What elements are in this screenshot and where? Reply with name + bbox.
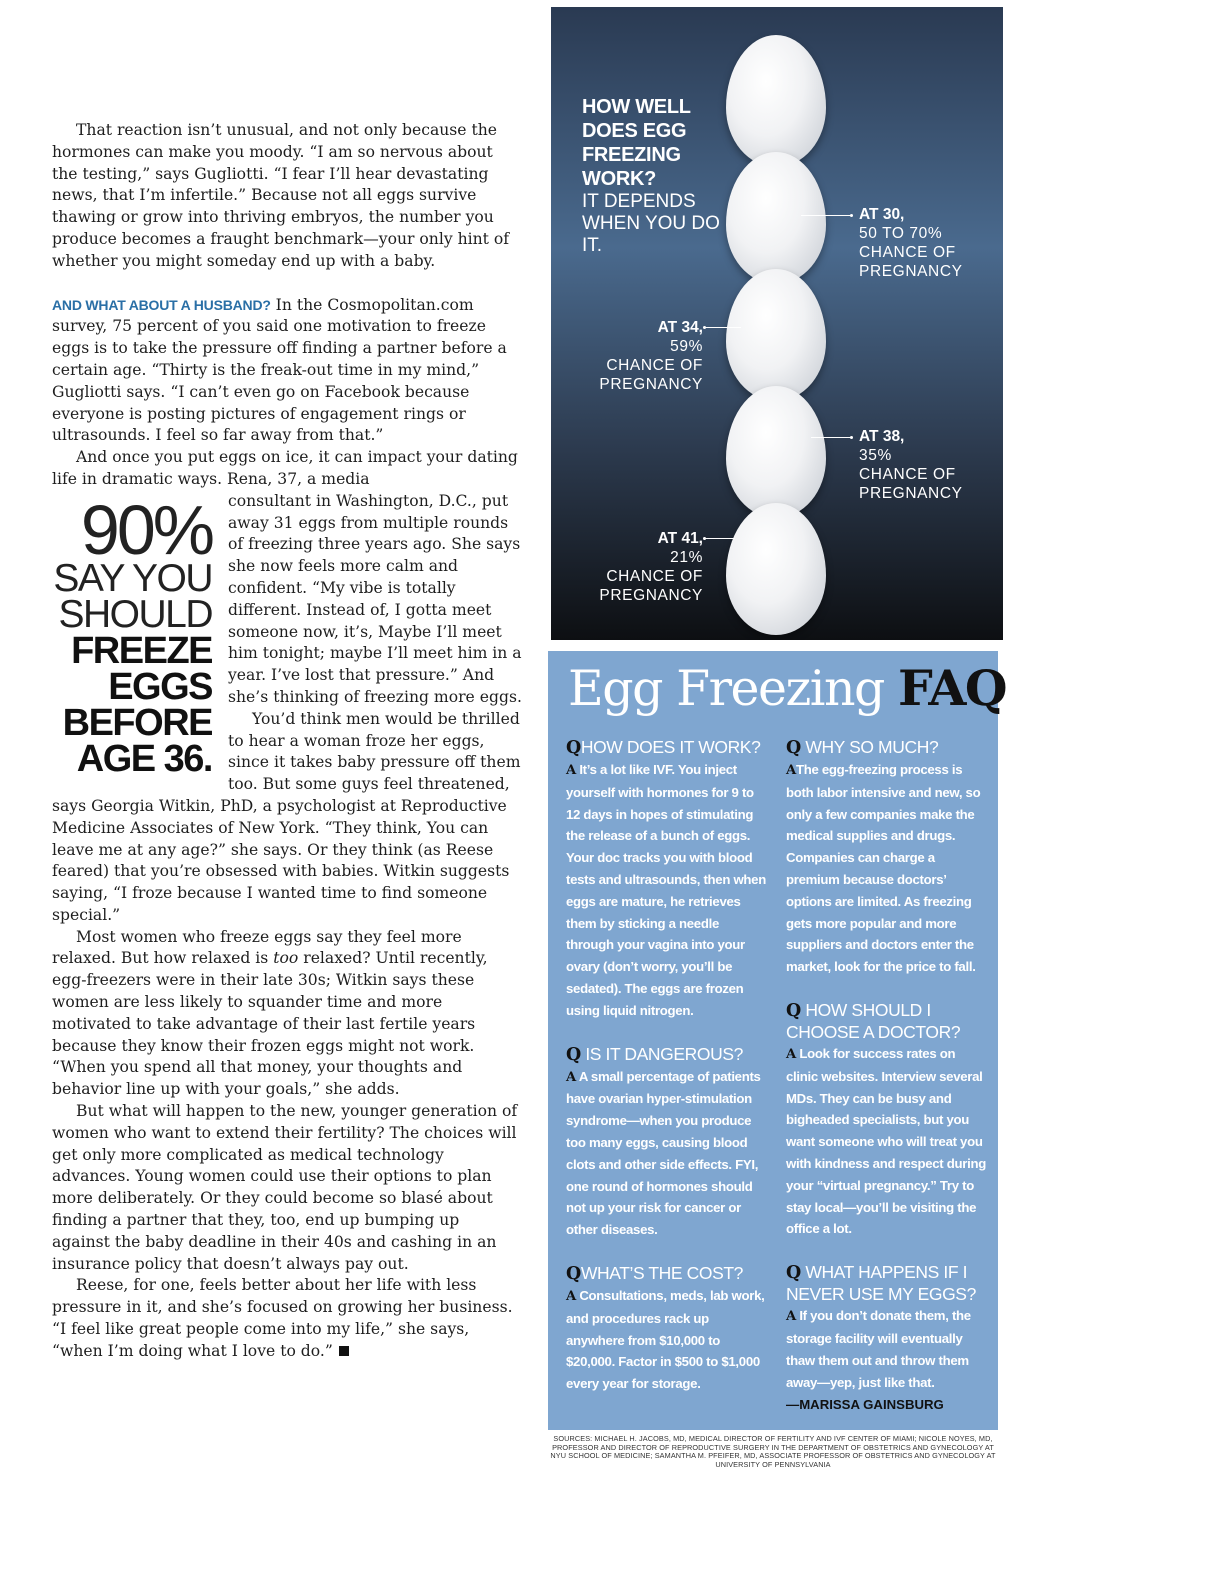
egg-image [726, 269, 826, 401]
article-paragraph-5: Most women who freeze eggs say they feel more relaxed. But how relaxed is too relaxed? Until recently, egg-freezers were in their late 30s; Witkin says these women are less likely to squander time and more motivated to take advantage of their last fertile years because they know their frozen eggs might not work. “When you spend all that money, your thoughts and behavior line up with your goals,” she adds. [52, 927, 488, 1099]
leader-line [801, 215, 851, 216]
faq-answer: A It’s a lot like IVF. You inject yourself with hormones for 9 to 12 days in hopes of stimulating the release of a bunch of eggs. Your doc tracks you with blood tests and ultrasounds, then when eggs are mature, he retrieves them by sticking a needle through your vagina into your ovary (don’t worry, you’ll be sedated). The eggs are frozen using liquid nitrogen. [566, 762, 766, 1018]
faq-item [566, 1263, 766, 1395]
faq-box [548, 651, 1007, 1430]
faq-column-right [786, 737, 986, 1428]
egg-image [726, 152, 826, 284]
faq-title: Egg Freezing FAQ [568, 659, 1007, 717]
faq-answer: A A small percentage of patients have ovarian hyper-stimulation syndrome—when you produce too many eggs, causing blood clots and other side effects. FYI, one round of hormones should not up your risk for cancer or other diseases. [566, 1068, 761, 1238]
faq-answer: A Look for success rates on clinic websites. Interview several MDs. They can be busy and bigheaded specialists, but you want someone who will treat you with kindness and respect during your “virtual pregnancy.” Try to stay local—you’ll be visiting the office a lot. [786, 1045, 986, 1237]
pull-quote-line: AGE 36. [76, 737, 212, 780]
stat-at-38: AT 38, 35% CHANCE OF PREGNANCY [859, 428, 963, 502]
leader-dot [850, 214, 853, 217]
egg-image [726, 386, 826, 518]
sources-note: SOURCES: MICHAEL H. JACOBS, MD, MEDICAL DIRECTOR OF FERTILITY AND IVF CENTER OF MIAMI; NICOLE NOYES, MD, PROFESSOR AND DIRECTOR OF REPRODUCTIVE SURGERY IN THE DEPARTMENT OF OBSTETRICS AND GYNECOLOGY AT NYU SCHOOL OF MEDICINE; SAMANTHA M. PFEIFER, MD, ASSOCIATE PROFESSOR OF OBSTETRICS AND GYNECOLOGY AT UNIVERSITY OF PENNSYLVANIA [550, 1434, 996, 1469]
faq-question: Q HOW SHOULD I CHOOSE A DOCTOR? [786, 999, 961, 1042]
faq-question: Q IS IT DANGEROUS? [566, 1043, 743, 1065]
pull-quote [52, 490, 212, 780]
leader-line [705, 538, 735, 539]
pull-quote-line: SAY YOU [53, 556, 212, 600]
pull-quote-number: 90% [80, 490, 212, 569]
faq-answer: AThe egg-freezing process is both labor intensive and new, so only a few companies make the medical supplies and drugs. Companies can charge a premium because doctors’ options are limited. As freezing gets more popular and more suppliers and doctors enter the market, look for the price to fall. [786, 762, 981, 975]
pull-quote-line: SHOULD [58, 592, 212, 636]
faq-question: Q WHAT HAPPENS IF I NEVER USE MY EGGS? [786, 1262, 976, 1305]
article-paragraph-4: You’d think men would be thrilled to hear a woman froze her eggs, since it takes baby pressure off them too. But some guys feel threatened, says Georgia Witkin, PhD, a psychologist at Reproductive Medicine Associates of New York. “They think, You can leave me at any age?” she says. Or they think (as Reese feared) that you’re obsessed with babies. Witkin suggests saying, “I froze because I wanted time to find someone special.” [52, 709, 521, 924]
faq-item [566, 1044, 766, 1241]
stat-at-41: AT 41, 21% CHANCE OF PREGNANCY [599, 530, 703, 604]
faq-item [566, 737, 766, 1022]
article-paragraph-1: That reaction isn’t unusual, and not only because the hormones can make you moody. “I am so nervous about the testing,” says Gugliotti. “I fear I’ll hear devastating news, that I’m infertile.” Because not all eggs survive thawing or grow into thriving embryos, the number you produce becomes a fraught benchmark—your only hint of whether you might someday end up with a baby. [52, 121, 510, 270]
faq-answer: A Consultations, meds, lab work, and procedures rack up anywhere from $10,000 to $20,000. Factor in $500 to $1,000 every year for storage. [566, 1287, 765, 1392]
faq-question: QHOW DOES IT WORK? [566, 737, 761, 758]
egg-image [726, 503, 826, 635]
faq-item [786, 1262, 986, 1412]
article-body [52, 120, 522, 1363]
section-heading: AND WHAT ABOUT A HUSBAND? [52, 296, 271, 313]
end-mark [339, 1346, 349, 1356]
pull-quote-line: EGGS [108, 665, 212, 708]
faq-item [786, 737, 986, 978]
article-paragraph-6: But what will happen to the new, younger generation of women who want to extend their fertility? The choices will get only more complicated as medical technology advances. Young women could use their options to plan more deliberately. Or they could become so blasé about finding a partner that they, too, end up bumping up against the baby deadline in their 40s and cashing in an insurance policy that doesn’t always pay out. [52, 1102, 518, 1273]
article-paragraph-7: Reese, for one, feels better about her life with less pressure in it, and she’s focused on growing her business. “I feel like great people come into my life,” she says, “when I’m doing what I love to do.” [52, 1276, 513, 1360]
article-paragraph-3b: consultant in Washington, D.C., put away 31 eggs from multiple rounds of freezing three years ago. She says she now feels more calm and confident. “My vibe is totally different. Instead of, I gotta meet someone now, it’s, Maybe I’ll meet him tonight; maybe I’ll meet him in a year. I’ve lost that pressure.” And she’s thinking of freezing more eggs. [228, 491, 522, 706]
faq-answer: A If you don’t donate them, the storage facility will eventually thaw them out and throw them away—yep, just like that. [786, 1308, 971, 1390]
article-paragraph-2: AND WHAT ABOUT A HUSBAND? In the Cosmopolitan.com survey, 75 percent of you said one motivation to freeze eggs is to take the pressure off finding a partner before a certain age. “Thirty is the freak-out time in my mind,” Gugliotti says. “I can’t even go on Facebook because everyone is posting pictures of engagement rings or ultrasounds. I feel so far away from that.” [52, 295, 507, 445]
egg-infographic [551, 7, 1003, 640]
stat-at-34: AT 34, 59% CHANCE OF PREGNANCY [599, 319, 703, 393]
article-paragraph-3a: And once you put eggs on ice, it can impact your dating life in dramatic ways. Rena, 37, a media [52, 448, 518, 488]
byline: —MARISSA GAINSBURG [786, 1397, 944, 1413]
infographic-title: HOW WELL DOES EGG FREEZING WORK? [582, 96, 691, 190]
egg-image [726, 35, 826, 167]
leader-dot [850, 436, 853, 439]
pull-quote-line: BEFORE [62, 701, 212, 744]
pull-quote-line: FREEZE [71, 629, 212, 672]
faq-column-left [566, 737, 766, 1411]
stat-at-30: AT 30, 50 TO 70% CHANCE OF PREGNANCY [859, 206, 963, 280]
faq-item [786, 1000, 986, 1240]
leader-line [811, 437, 851, 438]
infographic-subtitle: IT DEPENDS WHEN YOU DO IT. [582, 191, 720, 256]
faq-question: Q WHY SO MUCH? [786, 737, 939, 758]
faq-question: QWHAT’S THE COST? [566, 1262, 743, 1284]
leader-line [705, 327, 741, 328]
